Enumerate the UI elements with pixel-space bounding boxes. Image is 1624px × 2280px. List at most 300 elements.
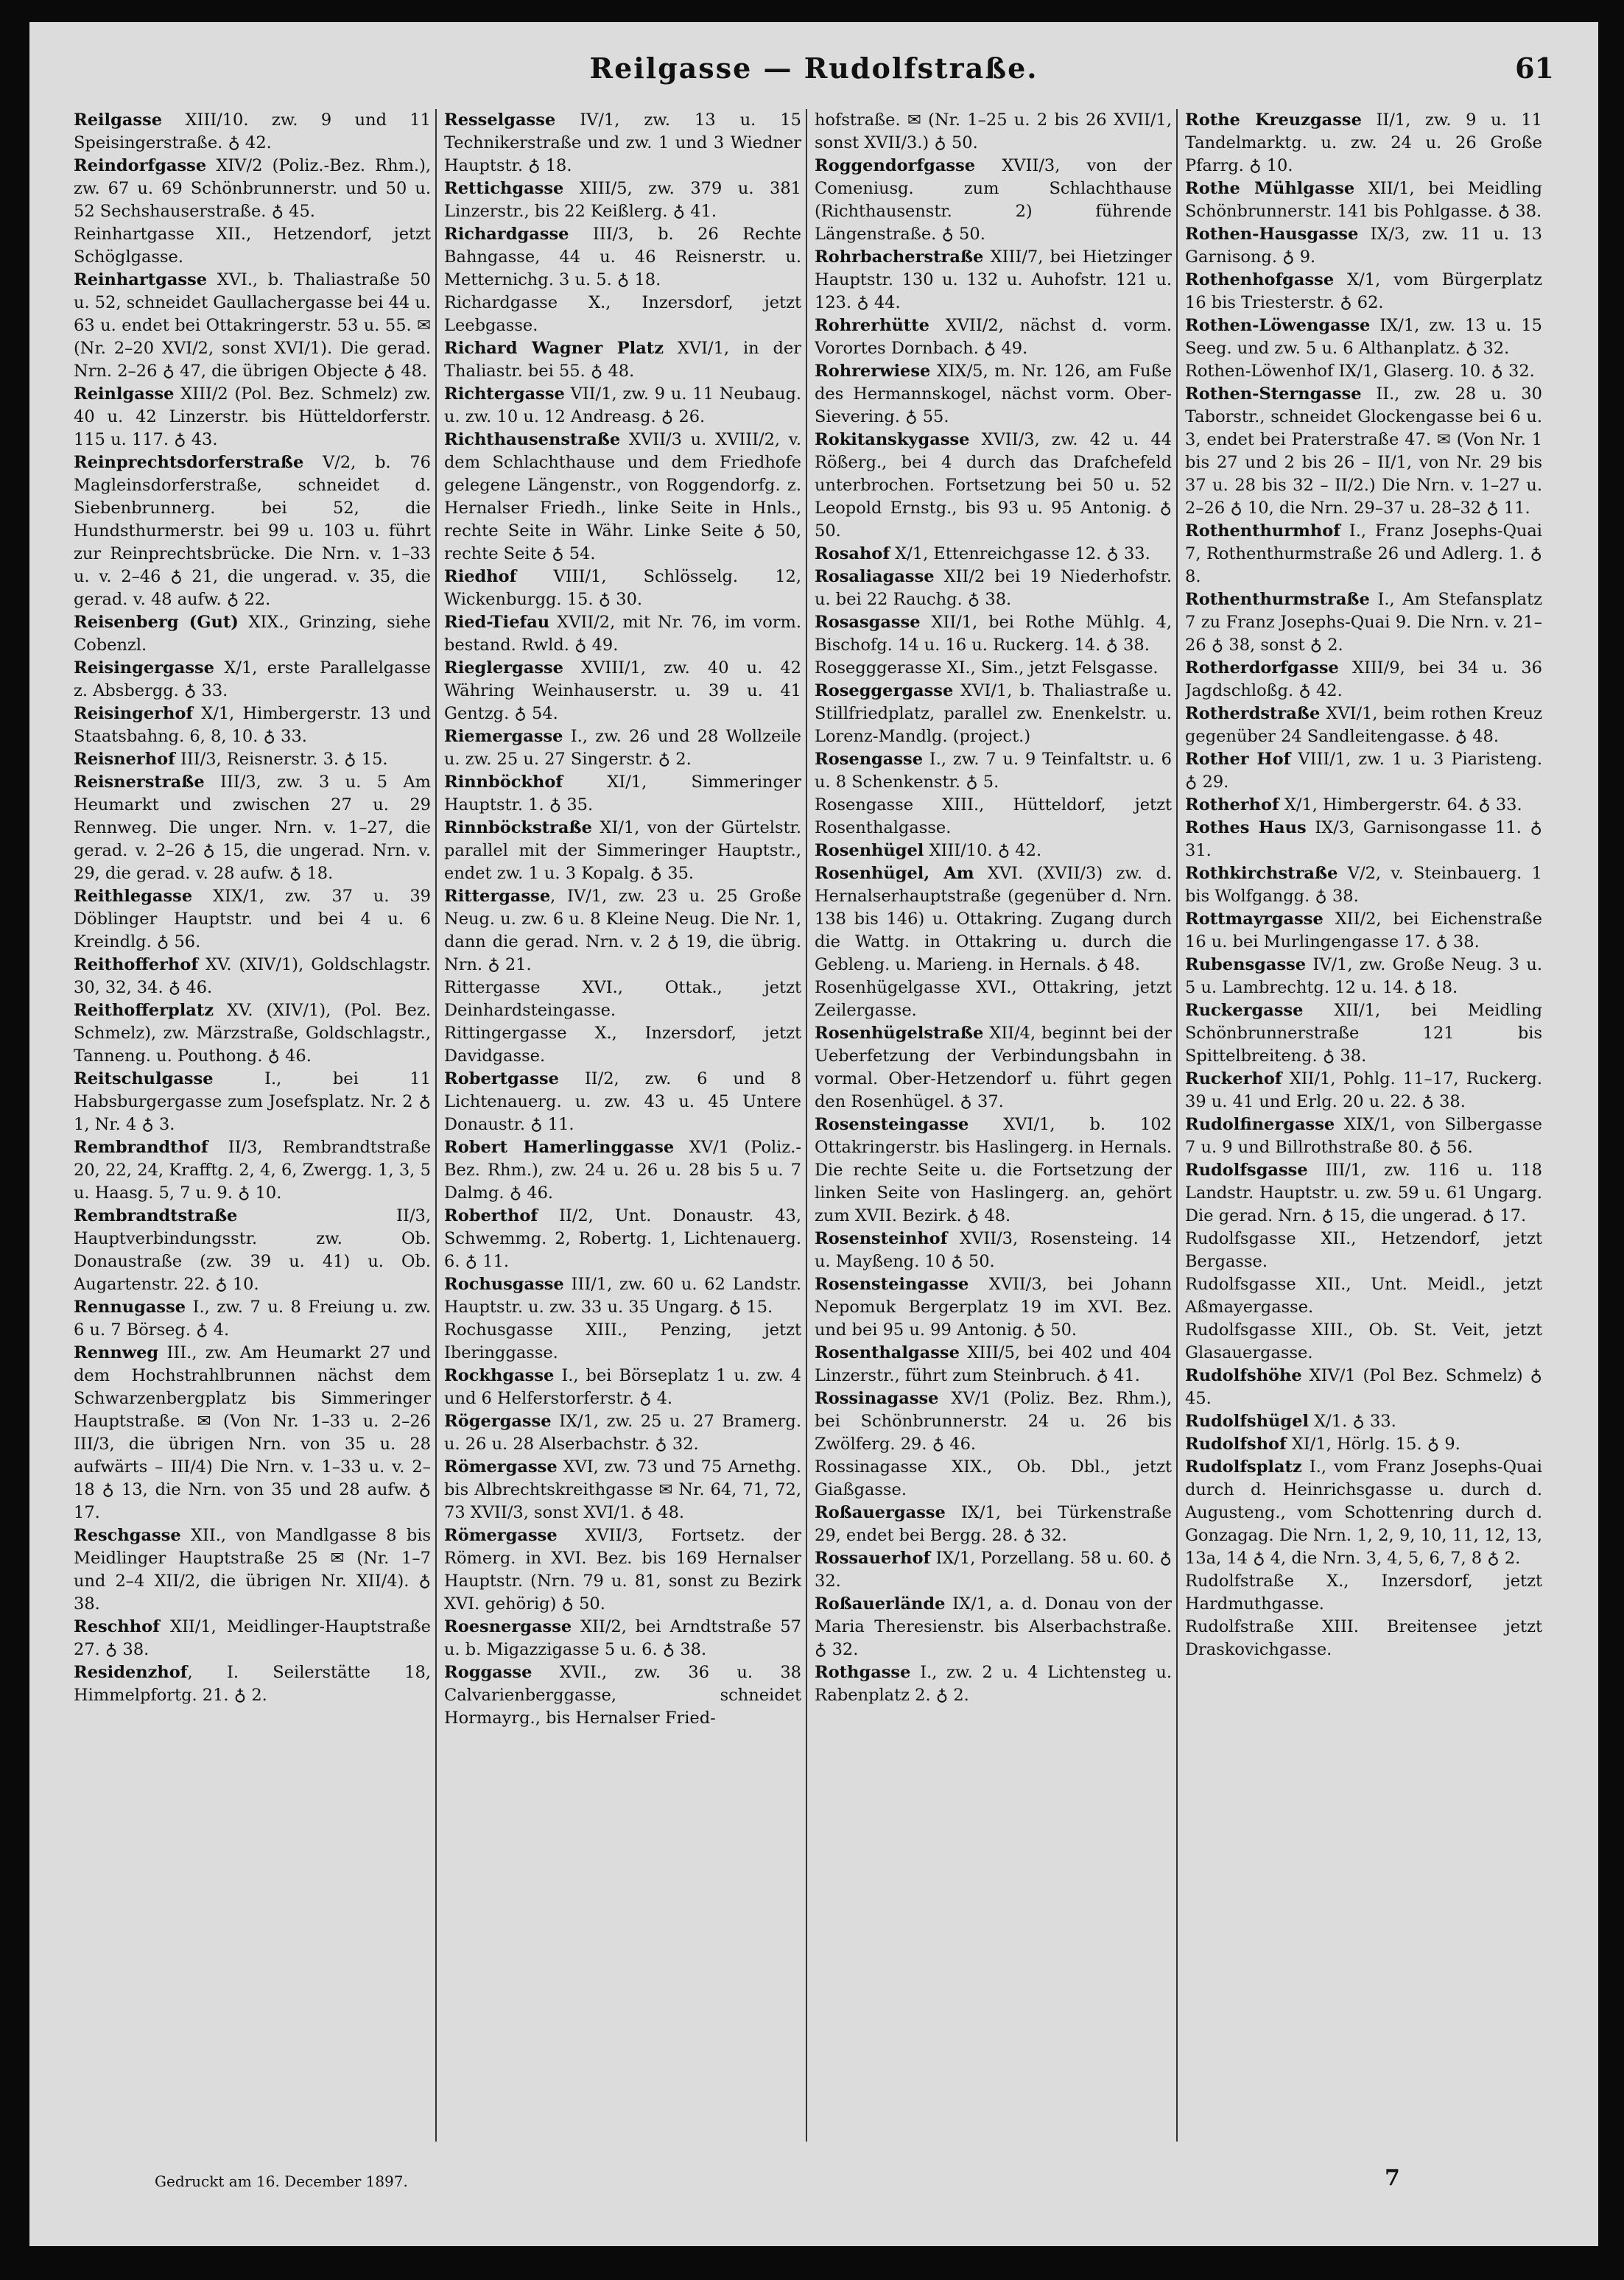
entry-headword: Resselgasse (444, 110, 556, 130)
page-title: Reilgasse — Rudolfstraße. (589, 52, 1038, 85)
entry-headword: Rubensgasse (1185, 955, 1307, 974)
entry-headword: Rosengasse (815, 750, 924, 769)
entry-headword: Reindorfgasse (74, 156, 207, 175)
entry-text: I., zw. 7 u. 8 Freiung u. zw. 6 u. 7 Börseg. ♁ 4. (74, 1298, 431, 1340)
entry-headword: Reisnerstraße (74, 773, 205, 792)
entry-text: Rochusgasse XIII., Penzing, jetzt Iberinggasse. (444, 1320, 801, 1362)
entry-headword: Rothkirchstraße (1185, 864, 1338, 883)
entry-headword: Rothgasse (815, 1663, 911, 1682)
entry-headword: Residenzhof (74, 1663, 188, 1682)
entry-headword: Rittergasse (444, 887, 551, 906)
directory-entry (1185, 314, 1542, 360)
directory-entry (74, 155, 431, 223)
directory-entry (1185, 1616, 1542, 1661)
entry-text: XVI/1, b. Thaliastraße u. Stillfriedplatz, parallel zw. Enenkelstr. u. Lorenz-Mandlg. (project.) (815, 681, 1172, 746)
entry-headword: Reisingergasse (74, 658, 214, 678)
directory-entry (815, 862, 1172, 977)
entry-headword: Rothen-Löwengasse (1185, 316, 1371, 335)
directory-entry (74, 1068, 431, 1136)
entry-text: XVI. (XVII/3) zw. d. Hernalserhauptstraße (gegenüber d. Nrn. 138 bis 146) u. Ottakring. Zugang durch die Wattg. in Ottakring u. durch die Gebleng. u. Marieng. in Hernals. ♁ 48. (815, 864, 1173, 974)
entry-text: XVII., zw. 36 u. 38 Calvarienberggasse, schneidet Hormayrg., bis Hernalser Fried- (444, 1663, 801, 1728)
entry-text: XV/1 (Poliz.-Bez. Rhm.), zw. 24 u. 26 u. 28 bis 5 u. 7 Dalmg. ♁ 46. (444, 1138, 801, 1203)
entry-text: V/2, b. 76 Magleinsdorferstraße, schneidet d. Siebenbrunnerg. bei 52, die Hundsthurmerstr. bei 99 u. 103 u. führt zur Reinprechtsbrücke. Die Nrn. v. 1–33 u. v. 2–46 ♁ 21, die ungerad. v. 35, die gerad. v. 48 aufw. ♁ 22. (74, 453, 431, 609)
directory-entry (74, 1296, 431, 1342)
entry-text: XVI/1, in der Thaliastr. bei 55. ♁ 48. (444, 339, 801, 381)
directory-entry (1185, 1113, 1542, 1159)
directory-entry (444, 383, 801, 429)
entry-text: XVI, zw. 73 und 75 Arnethg. bis Albrechtskreithgasse ✉ Nr. 64, 71, 72, 73 XVII/3, sonst XVI/1. ♁ 48. (444, 1457, 801, 1522)
directory-entry (1185, 1410, 1542, 1433)
directory-entry (444, 1068, 801, 1136)
directory-entry (444, 337, 801, 383)
directory-entry (74, 748, 431, 771)
directory-entry (815, 1502, 1172, 1547)
entry-text: Rittingergasse X., Inzersdorf, jetzt Davidgasse. (444, 1024, 801, 1066)
directory-entry (74, 109, 431, 155)
entry-text: XI/1, Hörlg. 15. ♁ 9. (1286, 1435, 1460, 1454)
entry-headword: Reitschulgasse (74, 1069, 214, 1088)
entry-text: Richardgasse X., Inzersdorf, jetzt Leebgasse. (444, 293, 801, 335)
entry-headword: Riemergasse (444, 727, 563, 746)
entry-headword: Roggendorfgasse (815, 156, 976, 175)
entry-text: III/3, zw. 3 u. 5 Am Heumarkt und zwischen 27 u. 29 Rennweg. Die unger. Nrn. v. 1–27, die gerad. v. 2–26 ♁ 15, die ungerad. Nrn. v. 29, die gerad. v. 28 aufw. ♁ 18. (74, 773, 431, 883)
entry-text: I., vom Franz Josephs-Quai durch d. Heinrichsgasse u. durch d. Augusteng., vom Schottenring durch d. Gonzagag. Die Nrn. 1, 2, 9, 10, 11, 12, 13, 13a, 14 ♁ 4, die Nrn. 3, 4, 5, 6, 7, 8 ♁ 2. (1185, 1457, 1542, 1568)
entry-text: XIX/1, zw. 37 u. 39 Döblinger Hauptstr. und bei 4 u. 6 Kreindlg. ♁ 56. (74, 887, 431, 951)
entry-text: II/2, zw. 6 und 8 Lichtenauerg. u. zw. 43 u. 45 Untere Donaustr. ♁ 11. (444, 1069, 801, 1134)
entry-text: XII/2, bei Arndtstraße 57 u. b. Migazzigasse 5 u. 6. ♁ 38. (444, 1617, 801, 1659)
entry-text: XVII/3, zw. 42 u. 44 Rößerg., bei 4 durch das Drafchefeld unterbrochen. Fortsetzung bei 50 u. 52 Leopold Ernstg., bis 93 u. 95 Antonig. ♁ 50. (815, 430, 1172, 541)
entry-text: Rosengasse XIII., Hütteldorf, jetzt Rosenthalgasse. (815, 795, 1172, 837)
directory-entry (815, 611, 1172, 657)
entry-text: Reinhartgasse XII., Hetzendorf, jetzt Schöglgasse. (74, 225, 431, 267)
directory-entry (74, 1524, 431, 1616)
entry-headword: Römergasse (444, 1526, 558, 1545)
entry-text: X/1, Ettenreichgasse 12. ♁ 33. (890, 544, 1150, 563)
entry-text: X/1, vom Bürgerplatz 16 bis Triesterstr. ♁ 62. (1185, 270, 1542, 312)
entry-headword: Roßauerlände (815, 1594, 946, 1614)
directory-entry (815, 155, 1172, 246)
entry-text: Rosegggerasse XI., Sim., jetzt Felsgasse. (815, 658, 1159, 678)
entry-text: Rudolfsgasse XII., Unt. Meidl., jetzt Aßmayergasse. (1185, 1275, 1542, 1317)
directory-entry (444, 1022, 801, 1068)
entry-text: Rudolfsgasse XII., Hetzendorf, jetzt Bergasse. (1185, 1229, 1542, 1271)
column-1 (74, 109, 437, 2142)
directory-entry (1185, 1433, 1542, 1456)
entry-headword: Reinprechtsdorferstraße (74, 453, 304, 472)
directory-entry (1185, 657, 1542, 703)
entry-headword: Rothen-Hausgasse (1185, 225, 1359, 244)
entry-text: XIV/1 (Pol Bez. Schmelz) ♁ 45. (1185, 1366, 1542, 1408)
directory-entry (815, 680, 1172, 748)
entry-headword: Richardgasse (444, 225, 569, 244)
directory-entry (1185, 588, 1542, 657)
entry-text: , I. Seilerstätte 18, Himmelpfortg. 21. ♁ 2. (74, 1663, 431, 1705)
entry-text: XIII/5, bei 402 und 404 Linzerstr., führt zum Steinbruch. ♁ 41. (815, 1343, 1172, 1385)
directory-entry (1185, 1228, 1542, 1273)
entry-text: XIV/2 (Poliz.-Bez. Rhm.), zw. 67 u. 69 Schönbrunnerstr. und 50 u. 52 Sechshauserstraße. ♁ 45. (74, 156, 431, 221)
directory-entry (815, 1661, 1172, 1707)
entry-headword: Rotherdorfgasse (1185, 658, 1339, 678)
entry-headword: Richard Wagner Platz (444, 339, 664, 358)
directory-entry (1185, 817, 1542, 862)
entry-headword: Reithofferhof (74, 955, 199, 974)
entry-text: IX/1, bei Türkenstraße 29, endet bei Bergg. 28. ♁ 32. (815, 1503, 1172, 1545)
entry-text: XVIII/1, zw. 40 u. 42 Währing Weinhauserstr. u. 39 u. 41 Gentzg. ♁ 54. (444, 658, 801, 723)
entry-text: IV/1, zw. Große Neug. 3 u. 5 u. Lambrechtg. 12 u. 14. ♁ 18. (1185, 955, 1542, 997)
entry-text: XII/1, bei Meidling Schönbrunnerstraße 121 bis Spittelbreiteng. ♁ 38. (1185, 1001, 1542, 1066)
directory-entry (444, 1410, 801, 1456)
entry-headword: Rudolfshöhe (1185, 1366, 1302, 1385)
entry-text: II., zw. 28 u. 30 Taborstr., schneidet Glockengasse bei 6 u. 3, endet bei Praterstraße 47. ✉ (Von Nr. 1 bis 27 und 2 bis 26 – II/1, von Nr. 29 bis 37 u. 28 bis 32 – II/2.) Die Nrn. v. 1–27 u. 2–26 ♁ 10, die Nrn. 29–37 u. 28–32 ♁ 11. (1185, 384, 1542, 518)
entry-headword: Rosenhügel, Am (815, 864, 974, 883)
entry-text: XVII/3, Rosensteing. 14 u. Mayßeng. 10 ♁ 50. (815, 1229, 1172, 1271)
directory-entry (815, 1022, 1172, 1113)
directory-entry (444, 771, 801, 817)
entry-text: XII/1, bei Meidling Schönbrunnerstr. 141 bis Pohlgasse. ♁ 38. (1185, 179, 1542, 221)
directory-entry (1185, 1570, 1542, 1616)
directory-entry (1185, 223, 1542, 269)
entry-headword: Rosenhügelstraße (815, 1024, 984, 1043)
directory-entry (444, 1136, 801, 1205)
entry-text: XVII/3, Fortsetz. der Römerg. in XVI. Bez. bis 169 Hernalser Hauptstr. (Nrn. 79 u. 81, sonst zu Bezirk XVI. gehörig) ♁ 50. (444, 1526, 801, 1614)
directory-entry (444, 109, 801, 177)
directory-entry (444, 1205, 801, 1273)
directory-entry (74, 703, 431, 748)
entry-headword: Rossinagasse (815, 1389, 939, 1408)
entry-text: Rosenhügelgasse XVI., Ottakring, jetzt Zeilergasse. (815, 978, 1172, 1020)
directory-entry (815, 1113, 1172, 1228)
entry-headword: Rosensteingasse (815, 1115, 969, 1134)
directory-entry (815, 1273, 1172, 1342)
entry-headword: Rosensteingasse (815, 1275, 969, 1294)
directory-entry (815, 1228, 1172, 1273)
entry-text: IX/3, zw. 11 u. 13 Garnisong. ♁ 9. (1185, 225, 1542, 267)
entry-text: XI/1, Simmeringer Hauptstr. 1. ♁ 35. (444, 773, 801, 814)
entry-headword: Rinnböckhof (444, 773, 563, 792)
entry-headword: Rothenhofgasse (1185, 270, 1335, 289)
entry-headword: Rudolfshügel (1185, 1412, 1310, 1431)
directory-entry (444, 566, 801, 611)
directory-entry (1185, 999, 1542, 1068)
directory-entry (1185, 177, 1542, 223)
entry-headword: Reisenberg (Gut) (74, 613, 239, 632)
entry-headword: Rohrerwiese (815, 362, 931, 381)
column-4 (1185, 109, 1547, 2142)
directory-entry (444, 1365, 801, 1410)
directory-entry (444, 657, 801, 725)
entry-text: XII/2 bei 19 Niederhofstr. u. bei 22 Rauchg. ♁ 38. (815, 567, 1172, 609)
entry-headword: Rothenthurmstraße (1185, 590, 1370, 609)
entry-text: XIII/5, zw. 379 u. 381 Linzerstr., bis 22 Keißlerg. ♁ 41. (444, 179, 801, 221)
entry-text: I., zw. 2 u. 4 Lichtensteg u. Rabenplatz 2. ♁ 2. (815, 1663, 1172, 1705)
entry-text: XI/1, von der Gürtelstr. parallel mit der Simmeringer Hauptstr., endet zw. 1 u. 3 Kopalg. ♁ 35. (444, 818, 801, 883)
entry-text: XVII/3, von der Comeniusg. zum Schlachthause (Richthausenstr. 2) führende Längenstraße. ♁ 50. (815, 156, 1172, 244)
entry-text: Rudolfstraße XIII. Breitensee jetzt Draskovichgasse. (1185, 1617, 1542, 1659)
entry-text: XIII/10. zw. 9 und 11 Speisingerstraße. ♁ 42. (74, 110, 431, 152)
directory-entry (1185, 1456, 1542, 1570)
entry-headword: Rochusgasse (444, 1275, 564, 1294)
document-page (29, 22, 1598, 2246)
entry-text: III/1, zw. 60 u. 62 Landstr. Hauptstr. u. zw. 33 u. 35 Ungarg. ♁ 15. (444, 1275, 801, 1317)
entry-text: VIII/1, zw. 1 u. 3 Piaristeng. ♁ 29. (1185, 750, 1542, 792)
directory-entry (74, 383, 431, 451)
entry-text: XIX., Grinzing, siehe Cobenzl. (74, 613, 431, 655)
directory-entry (1185, 109, 1542, 177)
entry-headword: Reithlegasse (74, 887, 193, 906)
entry-headword: Rudolfshof (1185, 1435, 1287, 1454)
entry-text: XV. (XIV/1), Goldschlagstr. 30, 32, 34. ♁ 46. (74, 955, 431, 997)
entry-headword: Rosensteinhof (815, 1229, 948, 1248)
entry-headword: Reinhartgasse (74, 270, 208, 289)
entry-text: XVI/1, beim rothen Kreuz gegenüber 24 Sandleitengasse. ♁ 48. (1185, 704, 1542, 746)
entry-text: IV/1, zw. 13 u. 15 Technikerstraße und zw. 1 und 3 Wiedner Hauptstr. ♁ 18. (444, 110, 801, 175)
entry-text: Rittergasse XVI., Ottak., jetzt Deinhardsteingasse. (444, 978, 801, 1020)
entry-headword: Römergasse (444, 1457, 558, 1477)
entry-text: II/3, Hauptverbindungsstr. zw. Ob. Donaustraße (zw. 39 u. 41) u. Ob. Augartenstr. 22. ♁ 10. (74, 1206, 431, 1294)
directory-entry (815, 794, 1172, 840)
directory-entry (444, 1273, 801, 1319)
entry-headword: Rothenthurmhof (1185, 521, 1340, 541)
entry-headword: Reisnerhof (74, 750, 175, 769)
entry-headword: Ruckergasse (1185, 1001, 1304, 1020)
directory-entry (815, 977, 1172, 1022)
entry-headword: Richtergasse (444, 384, 565, 404)
directory-entry (444, 977, 801, 1022)
entry-text: I., zw. 7 u. 9 Teinfaltstr. u. 6 u. 8 Schenkenstr. ♁ 5. (815, 750, 1172, 792)
entry-text: Rudolfsgasse XIII., Ob. St. Veit, jetzt Glasauergasse. (1185, 1320, 1542, 1362)
entry-text: XII/1, Pohlg. 11–17, Ruckerg. 39 u. 41 und Erlg. 20 u. 22. ♁ 38. (1185, 1069, 1542, 1111)
entry-headword: Richthausenstraße (444, 430, 621, 449)
entry-headword: Rosasgasse (815, 613, 921, 632)
directory-entry (1185, 954, 1542, 999)
print-date: Gedruckt am 16. December 1897. (155, 2172, 408, 2190)
entry-headword: Rosenhügel (815, 841, 924, 860)
directory-entry (74, 999, 431, 1068)
entry-text: XII/4, beginnt bei der Ueberfetzung der Verbindungsbahn in vormal. Ober-Hetzendorf u. führt gegen den Rosenhügel. ♁ 37. (815, 1024, 1172, 1111)
entry-headword: Rennweg (74, 1343, 159, 1362)
directory-entry (444, 611, 801, 657)
entry-text: VII/1, zw. 9 u. 11 Neubaug. u. zw. 10 u. 12 Andreasg. ♁ 26. (444, 384, 801, 426)
entry-text: IX/1, a. d. Donau von der Maria Theresienstr. bis Alserbachstraße. ♁ 32. (815, 1594, 1172, 1659)
entry-text: XVII/2, mit Nr. 76, im vorm. bestand. Rwld. ♁ 49. (444, 613, 801, 655)
entry-text: I., Am Stefansplatz 7 zu Franz Josephs-Quai 9. Die Nrn. v. 21–26 ♁ 38, sonst ♁ 2. (1185, 590, 1542, 655)
entry-headword: Rothen-Sterngasse (1185, 384, 1362, 404)
directory-entry (815, 314, 1172, 360)
entry-text: III/3, Reisnerstr. 3. ♁ 15. (175, 750, 388, 769)
entry-text: XII/1, Meidlinger-Hauptstraße 27. ♁ 38. (74, 1617, 431, 1659)
entry-text: X/1, Himbergerstr. 13 und Staatsbahng. 6, 8, 10. ♁ 33. (74, 704, 431, 746)
entry-text: XII/1, bei Rothe Mühlg. 4, Bischofg. 14 u. 16 u. Ruckerg. 14. ♁ 38. (815, 613, 1172, 655)
directory-entry (74, 269, 431, 383)
entry-headword: Rudolfinergasse (1185, 1115, 1335, 1134)
directory-entry (444, 725, 801, 771)
directory-entry (74, 1205, 431, 1296)
directory-entry (1185, 1159, 1542, 1228)
entry-text: X/1, erste Parallelgasse z. Absbergg. ♁ 33. (74, 658, 431, 700)
entry-headword: Rossauerhof (815, 1549, 931, 1568)
entry-headword: Rettichgasse (444, 179, 564, 198)
entry-headword: Rudolfsplatz (1185, 1457, 1302, 1477)
entry-headword: Rohrerhütte (815, 316, 929, 335)
entry-headword: Rothes Haus (1185, 818, 1307, 837)
entry-text: I., zw. 26 und 28 Wollzeile u. zw. 25 u. 27 Singerstr. ♁ 2. (444, 727, 801, 769)
directory-entry (1185, 360, 1542, 383)
column-3 (815, 109, 1178, 2142)
entry-headword: Rinnböckstraße (444, 818, 592, 837)
directory-entry (444, 1319, 801, 1365)
entry-text: hofstraße. ✉ (Nr. 1–25 u. 2 bis 26 XVII/1, sonst XVII/3.) ♁ 50. (815, 110, 1172, 152)
entry-headword: Roberthof (444, 1206, 538, 1225)
entry-text: XV/1 (Poliz. Bez. Rhm.), bei Schönbrunnerstr. 24 u. 26 bis Zwölferg. 29. ♁ 46. (815, 1389, 1172, 1454)
entry-text: XVII/2, nächst d. vorm. Vorortes Dornbach. ♁ 49. (815, 316, 1172, 358)
directory-entry (1185, 703, 1542, 748)
directory-entry (74, 771, 431, 885)
entry-headword: Roggasse (444, 1663, 532, 1682)
directory-entry (815, 429, 1172, 543)
entry-headword: Rothe Mühlgasse (1185, 179, 1355, 198)
entry-text: IX/1, zw. 13 u. 15 Seeg. und zw. 5 u. 6 Althanplatz. ♁ 32. (1185, 316, 1542, 358)
entry-headword: Rögergasse (444, 1412, 552, 1431)
entry-text: XVII/3 u. XVIII/2, v. dem Schlachthause und dem Friedhofe gelegene Längenstr., von Roggendorfg. z. Hernalser Friedh., linke Seite in Hnls., rechte Seite in Währ. Linke Seite ♁ 50, rechte Seite ♁ 54. (444, 430, 801, 563)
entry-text: I., bei 11 Habsburgergasse zum Josefsplatz. Nr. 2 ♁ 1, Nr. 4 ♁ 3. (74, 1069, 431, 1134)
page-header (29, 52, 1598, 96)
entry-headword: Ried-Tiefau (444, 613, 550, 632)
column-2 (444, 109, 807, 2142)
directory-entry (815, 840, 1172, 862)
entry-headword: Rembrandtstraße (74, 1206, 238, 1225)
entry-headword: Reisingerhof (74, 704, 194, 723)
directory-entry (815, 1342, 1172, 1387)
entry-headword: Reithofferplatz (74, 1001, 214, 1020)
entry-headword: Riedhof (444, 567, 517, 586)
directory-entry (74, 1616, 431, 1661)
entry-headword: Reschgasse (74, 1526, 181, 1545)
entry-headword: Rotherhof (1185, 795, 1279, 814)
directory-entry (444, 1524, 801, 1616)
entry-headword: Rosahof (815, 544, 890, 563)
entry-text: VIII/1, Schlösselg. 12, Wickenburgg. 15. ♁ 30. (444, 567, 801, 609)
entry-text: IX/1, Porzellang. 58 u. 60. ♁ 32. (815, 1549, 1172, 1591)
entry-text: XVI/1, b. 102 Ottakringerstr. bis Haslingerg. in Hernals. Die rechte Seite u. die Fortsetzung der linken Seite von Haslingerg. an, gehört zum XVII. Bezirk. ♁ 48. (815, 1115, 1172, 1225)
directory-entry (444, 1616, 801, 1661)
directory-entry (74, 223, 431, 269)
directory-columns (74, 109, 1547, 2142)
directory-entry (74, 451, 431, 611)
entry-headword: Ruckerhof (1185, 1069, 1282, 1088)
directory-entry (444, 1661, 801, 1730)
directory-entry (815, 566, 1172, 611)
entry-text: II/3, Rembrandtstraße 20, 22, 24, Krafftg. 2, 4, 6, Zwergg. 1, 3, 5 u. Haasg. 5, 7 u. 9. ♁ 10. (74, 1138, 431, 1203)
entry-text: IX/1, zw. 25 u. 27 Bramerg. u. 26 u. 28 Alserbachstr. ♁ 32. (444, 1412, 801, 1454)
directory-entry (74, 1661, 431, 1707)
directory-entry (74, 1136, 431, 1205)
directory-entry (1185, 748, 1542, 794)
directory-entry (815, 1456, 1172, 1502)
directory-entry (74, 611, 431, 657)
directory-entry (1185, 908, 1542, 954)
directory-entry (1185, 1365, 1542, 1410)
directory-entry (815, 657, 1172, 680)
directory-entry (1185, 383, 1542, 520)
entry-text: X/1, Himbergerstr. 64. ♁ 33. (1279, 795, 1522, 814)
directory-entry (444, 429, 801, 566)
entry-headword: Roseggergasse (815, 681, 954, 700)
entry-headword: Reinlgasse (74, 384, 175, 404)
directory-entry (74, 954, 431, 999)
entry-headword: Rockhgasse (444, 1366, 555, 1385)
entry-text: III., zw. Am Heumarkt 27 und dem Hochstrahlbrunnen nächst dem Schwarzenbergplatz bis Simmeringer Hauptstraße. ✉ (Von Nr. 1–33 u. 2–26 III/3, die übrigen Nrn. von 35 u. 28 aufwärts – III/4) Die Nrn. v. 1–33 u. v. 2–18 ♁ 13, die Nrn. von 35 und 28 aufw. ♁ 17. (74, 1343, 431, 1522)
entry-headword: Rudolfsgasse (1185, 1161, 1308, 1180)
entry-headword: Rottmayrgasse (1185, 909, 1324, 929)
entry-text: Rudolfstraße X., Inzersdorf, jetzt Hardmuthgasse. (1185, 1572, 1542, 1614)
entry-headword: Reilgasse (74, 110, 163, 130)
signature-mark: 7 (1385, 2165, 1400, 2191)
entry-text: II/1, zw. 9 u. 11 Tandelmarktg. u. zw. 24 u. 26 Große Pfarrg. ♁ 10. (1185, 110, 1542, 175)
entry-headword: Rokitanskygasse (815, 430, 970, 449)
entry-text: XIII/2 (Pol. Bez. Schmelz) zw. 40 u. 42 Linzerstr. bis Hütteldorferstr. 115 u. 117. ♁ 43. (74, 384, 431, 449)
directory-entry (444, 1456, 801, 1524)
directory-entry (815, 543, 1172, 566)
entry-text: XIII/9, bei 34 u. 36 Jagdschloßg. ♁ 42. (1185, 658, 1542, 700)
entry-headword: Roßauergasse (815, 1503, 946, 1522)
directory-entry (444, 817, 801, 885)
directory-entry (74, 885, 431, 954)
entry-text: V/2, v. Steinbauerg. 1 bis Wolfgangg. ♁ 38. (1185, 864, 1542, 906)
directory-entry (74, 657, 431, 703)
entry-text: XVI., b. Thaliastraße 50 u. 52, schneidet Gaullachergasse bei 44 u. 63 u. endet bei Ottakringerstr. 53 u. 55. ✉ (Nr. 2–20 XVI/2, sonst XVI/1). Die gerad. Nrn. 2–26 ♁ 47, die übrigen Objecte ♁ 48. (74, 270, 432, 381)
entry-text: XII., von Mandlgasse 8 bis Meidlinger Hauptstraße 25 ✉ (Nr. 1–7 und 2–4 XII/2, die übrigen Nr. XII/4). ♁ 38. (74, 1526, 431, 1614)
entry-text: Rossinagasse XIX., Ob. Dbl., jetzt Giaßgasse. (815, 1457, 1172, 1499)
entry-text: III/1, zw. 116 u. 118 Landstr. Hauptstr. u. zw. 59 u. 61 Ungarg. Die gerad. Nrn. ♁ 15, die ungerad. ♁ 17. (1185, 1161, 1542, 1225)
directory-entry (74, 1342, 431, 1524)
directory-entry (1185, 1068, 1542, 1113)
entry-text: XIX/1, von Silbergasse 7 u. 9 und Billrothstraße 80. ♁ 56. (1185, 1115, 1542, 1157)
entry-text: I., Franz Josephs-Quai 7, Rothenthurmstraße 26 und Adlerg. 1. ♁ 8. (1185, 521, 1542, 586)
entry-headword: Robert Hamerlinggasse (444, 1138, 675, 1157)
entry-text: XIII/10. ♁ 42. (924, 841, 1042, 860)
directory-entry (815, 1593, 1172, 1661)
entry-text: II/2, Unt. Donaustr. 43, Schwemmg. 2, Robertg. 1, Lichtenauerg. 6. ♁ 11. (444, 1206, 801, 1271)
entry-text: III/3, b. 26 Rechte Bahngasse, 44 u. 46 Reisnerstr. u. Metternichg. 3 u. 5. ♁ 18. (444, 225, 801, 289)
directory-entry (1185, 1319, 1542, 1365)
entry-headword: Rothe Kreuzgasse (1185, 110, 1362, 130)
entry-headword: Rotherdstraße (1185, 704, 1321, 723)
entry-headword: Rosaliagasse (815, 567, 935, 586)
directory-entry (815, 109, 1172, 155)
entry-headword: Rother Hof (1185, 750, 1291, 769)
directory-entry (444, 177, 801, 223)
entry-headword: Rennugasse (74, 1298, 186, 1317)
entry-headword: Roesnergasse (444, 1617, 572, 1636)
entry-text: Rothen-Löwenhof IX/1, Glaserg. 10. ♁ 32. (1185, 362, 1535, 381)
entry-text: XVII/3, bei Johann Nepomuk Bergerplatz 19 im XVI. Bez. und bei 95 u. 99 Antonig. ♁ 50. (815, 1275, 1172, 1340)
directory-entry (1185, 520, 1542, 588)
directory-entry (815, 360, 1172, 429)
directory-entry (1185, 862, 1542, 908)
entry-headword: Robertgasse (444, 1069, 559, 1088)
entry-text: XIII/7, bei Hietzinger Hauptstr. 130 u. 132 u. Auhofstr. 121 u. 123. ♁ 44. (815, 247, 1172, 312)
entry-text: XV. (XIV/1), (Pol. Bez. Schmelz), zw. Märzstraße, Goldschlagstr., Tanneng. u. Pouthong. ♁ 46. (74, 1001, 431, 1066)
entry-text: , IV/1, zw. 23 u. 25 Große Neug. u. zw. 6 u. 8 Kleine Neug. Die Nr. 1, dann die gerad. Nrn. v. 2 ♁ 19, die übrig. Nrn. ♁ 21. (444, 887, 801, 974)
entry-headword: Reschhof (74, 1617, 160, 1636)
directory-entry (444, 223, 801, 292)
entry-headword: Rosenthalgasse (815, 1343, 960, 1362)
directory-entry (815, 748, 1172, 794)
entry-text: XIX/5, m. Nr. 126, am Fuße des Hermannskogel, nächst vorm. Ober-Sievering. ♁ 55. (815, 362, 1172, 426)
directory-entry (1185, 1273, 1542, 1319)
entry-headword: Rohrbacherstraße (815, 247, 984, 267)
directory-entry (1185, 794, 1542, 817)
